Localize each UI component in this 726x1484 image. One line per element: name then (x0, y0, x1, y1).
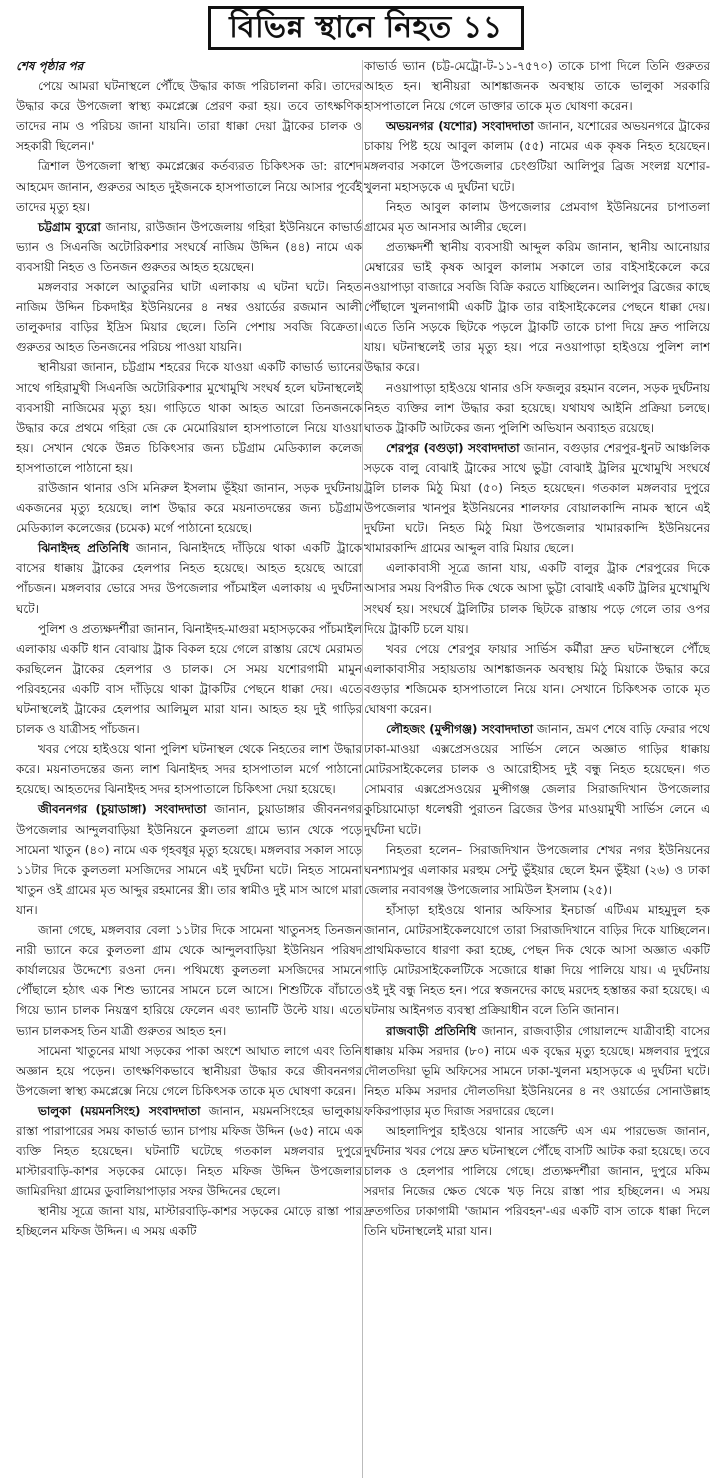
article-paragraph (364, 438, 710, 559)
article-paragraph (364, 197, 710, 237)
article-paragraph (16, 156, 362, 216)
paragraph-text: জানা গেছে, মঙ্গলবার বেলা ১১টার দিকে সামেনা খাতুনসহ তিনজন নারী ভ্যানে করে কুলতলা গ্রাম থেকে আন্দুলবাড়িয়া ইউনিয়ন পরিষদ কার্যালয়ের উদ্দেশ্যে রওনা দেন। পথিমধ্যে কুলতলা মসজিদের সামনে পৌঁছালে হঠাৎ এক শিশু ভ্যানের সামনে চলে আসে। শিশুটিকে বাঁচাতে গিয়ে ভ্যান চালক নিয়ন্ত্রণ হারিয়ে ফেলেন এবং ভ্যানটি উল্টে যায়। এতে ভ্যান চালকসহ তিন যাত্রী গুরুতর আহত হন। (16, 923, 362, 1038)
correspondent-lead: অভয়নগর (যশোর) সংবাদদাতা (386, 119, 534, 134)
paragraph-text: পুলিশ ও প্রত্যক্ষদর্শীরা জানান, ঝিনাইদহ-মাগুরা মহাসড়কের পাঁচমাইল এলাকায় একটি ধান বোঝায় ট্রাক বিকল হয়ে গেলে রাস্তায় রেখে মেরামত করছিলেন ট্রাকের হেলপার ও চালক। সে সময় যশোরগামী মামুন পরিবহনের একটি বাস দাঁড়িয়ে থাকা ট্রাকটির পেছনে ধাক্কা দেয়। এতে ঘটনাস্থলেই ট্রাকের হেলপার আলিমুল মারা যান। আহত হয় দুই গাড়ির চালক ও যাত্রীসহ পাঁচজন। (16, 621, 362, 737)
column-divider (362, 60, 363, 1478)
paragraph-text: খবর পেয়ে হাইওয়ে থানা পুলিশ ঘটনাস্থল থেকে নিহতের লাশ উদ্ধার করে। ময়নাতদন্তের জন্য লাশ ঝিনাইদহ সদর হাসপাতাল মর্গে পাঠানো হয়েছে। আহতদের ঝিনাইদহ সদর হাসপাতালে চিকিৎসা দেয়া হয়েছে। (16, 742, 362, 797)
paragraph-text: স্থানীয় সূত্রে জানা যায়, মাস্টারবাড়ি-কাশর সড়কের মোড়ে রাস্তা পার হচ্ছিলেন মফিজ উদ্দিন। এ সময় একটি (16, 1204, 362, 1239)
paragraph-text: ত্রিশাল উপজেলা স্বাস্থ্য কমপ্লেক্সের কর্তব্যরত চিকিৎসক ডা: রাশেদ আহমেদ জানান, গুরুতর আহত দুইজনকে হাসপাতালে নিয়ে আসার পূর্বেই তাদের মৃত্যু হয়। (16, 159, 362, 214)
paragraph-text: হাঁসাড়া হাইওয়ে থানার অফিসার ইনচার্জ এটিএম মাহমুদুল হক জানান, মোটরসাইকেলযোগে তারা সিরাজদিখানে বাড়ির দিকে যাচ্ছিলেন। প্রাথমিকভাবে ধারণা করা হচ্ছে, পেছন দিক থেকে আসা অজ্ঞাত একটি গাড়ি মোটরসাইকেলটিকে সজোরে ধাক্কা দিয়ে পালিয়ে যায়। এ দুর্ঘটনায় ওই দুই বন্ধু নিহত হন। পরে স্বজনদের কাছে মরদেহ হস্তান্তর করা হয়েছে। এ ঘটনায় আইনগত ব্যবস্থা প্রক্রিয়াধীন বলে তিনি জানান। (364, 902, 710, 1018)
article-paragraph (16, 538, 362, 618)
article-paragraph (364, 1121, 710, 1242)
paragraph-text: কাভার্ড ভ্যান (চট্ট-মেট্রো-ট-১১-৭৫৭০) তাকে চাপা দিলে তিনি গুরুতর আহত হন। স্থানীয়রা আশঙ্কাজনক অবস্থায় তাকে ভালুকা সরকারি হাসপাতালে নিয়ে গেলে ডাক্তার তাকে মৃত ঘোষণা করেন। (364, 59, 710, 114)
article-paragraph (364, 900, 710, 1021)
left-column (16, 56, 362, 1482)
article-paragraph (364, 237, 710, 378)
article-paragraph (364, 1021, 710, 1121)
paragraph-text: নিহতরা হলেন– সিরাজদিখান উপজেলার শেখর নগর ইউনিয়নের ঘনশ্যামপুর এলাকার মরহুম সেন্টু ভুঁইয়ার ছেলে ইমন ভুঁইয়া (২৬) ও ঢাকা জেলার নবাবগঞ্জ উপজেলার সামিউল ইসলাম (২৫)। (364, 842, 710, 897)
continued-from-label: শেষ পৃষ্ঠার পর (16, 59, 84, 73)
paragraph-text: স্থানীয়রা জানান, চট্টগ্রাম শহরের দিকে যাওয়া একটি কাভার্ড ভ্যানের সাথে গহিরামুখী সিএনজি অটোরিকশার মুখোমুখি সংঘর্ষ হলে ঘটনাস্থলেই ব্যবসায়ী নাজিমের মৃত্যু হয়। গাড়িতে থাকা আহত আরো তিনজনকে উদ্ধার করে প্রথমে গহিরা জে কে মেমোরিয়াল হাসপাতালে নিয়ে যাওয়া হয়। সেখান থেকে উন্নত চিকিৎসার জন্য চট্টগ্রাম মেডিক্যাল কলেজ হাসপাতালে পাঠানো হয়। (16, 360, 362, 475)
paragraph-text: জানান, ময়মনসিংহের ভালুকায় রাস্তা পারাপারের সময় কাভার্ড ভ্যান চাপায় মফিজ উদ্দিন (৬৫) নামে এক ব্যক্তি নিহত হয়েছেন। ঘটনাটি ঘটেছে গতকাল মঙ্গলবার দুপুরে মাস্টারবাড়ি-কাশর সড়কের মোড়ে। নিহত মফিজ উদ্দিন উপজেলার জামিরদিয়া গ্রামের ডুবালিয়াপাড়ার সফর উদ্দিনের ছেলে। (16, 1103, 362, 1199)
paragraph-text: রাউজান থানার ওসি মনিরুল ইসলাম ভূঁইয়া জানান, সড়ক দুর্ঘটনায় একজনের মৃত্যু হয়েছে। লাশ উদ্ধার করে ময়নাতদন্তের জন্য চট্টগ্রাম মেডিক্যাল কলেজের (চমেক) মর্গে পাঠানো হয়েছে। (16, 480, 362, 536)
paragraph-text: আহলাদিপুর হাইওয়ে থানার সার্জেন্ট এস এম পারভেজ জানান, দুর্ঘটনার খবর পেয়ে দ্রুত ঘটনাস্থলে পৌঁছে বাসটি আটক করা হয়েছে। তবে চালক ও হেলপার পালিয়ে গেছে। প্রত্যক্ষদর্শীরা জানান, দুপুরে মকিম সরদার নিজের ক্ষেত থেকে খড় নিয়ে রাস্তা পার হচ্ছিলেন। এ সময় দ্রুতগতির ঢাকাগামী 'জামান পরিবহন'-এর একটি বাস তাকে ধাক্কা দিলে তিনি ঘটনাস্থলেই মারা যান। (364, 1123, 710, 1239)
article-paragraph (16, 277, 362, 357)
article-paragraph (16, 357, 362, 478)
article-paragraph (16, 739, 362, 799)
article-paragraph (364, 558, 710, 638)
paragraph-text: সামেনা খাতুনের মাথা সড়কের পাকা অংশে আঘাত লাগে এবং তিনি অজ্ঞান হয়ে পড়েন। তাৎক্ষণিকভাবে স্থানীয়রা উদ্ধার করে জীবননগর উপজেলা স্বাস্থ্য কমপ্লেক্সে নিয়ে গেলে চিকিৎসক তাকে মৃত ঘোষণা করেন। (16, 1043, 362, 1098)
article-paragraph (16, 619, 362, 740)
paragraph-text: জানান, রাজবাড়ীর গোয়ালন্দে যাত্রীবাহী বাসের ধাক্কায় মকিম সরদার (৮০) নামে এক বৃদ্ধের মৃত্যু হয়েছে। মঙ্গলবার দুপুরে দৌলতদিয়া ভূমি অফিসের সামনে ঢাকা-খুলনা মহাসড়কে এ দুর্ঘটনা ঘটে। নিহত মকিম সরদার দৌলতদিয়া ইউনিয়নের ৪ নং ওয়ার্ডের সোনাউল্লাহ ফকিরপাড়ার মৃত দিরাজ সরদারের ছেলে। (364, 1023, 710, 1118)
paragraph-text: জানান, ভ্রমণ শেষে বাড়ি ফেরার পথে ঢাকা-মাওয়া এক্সপ্রেসওয়ের সার্ভিস লেনে অজ্ঞাত গাড়ির ধাক্কায় মোটরসাইকেলের চালক ও আরোহীসহ দুই বন্ধু নিহত হয়েছেন। গত সোমবার এক্সপ্রেসওয়ের মুন্সীগঞ্জ জেলার সিরাজদিখান উপজেলার কুচিয়ামোড়া ধলেশ্বরী পুরাতন ব্রিজের উপর মাওয়ামুখী সার্ভিস লেনে এ দুর্ঘটনা ঘটে। (364, 722, 710, 837)
right-column (364, 56, 710, 1482)
article-paragraph (16, 1201, 362, 1241)
article-paragraph (364, 116, 710, 196)
article-paragraph (16, 217, 362, 277)
article-paragraph (16, 920, 362, 1041)
paragraph-text: জানায়, রাউজান উপজেলায় গহিরা ইউনিয়নে কাভার্ড ভ্যান ও সিএনজি অটোরিকশার সংঘর্ষে নাজিম উদ্দিন (৪৪) নামে এক ব্যবসায়ী নিহত ও তিনজন গুরুতর আহত হয়েছেন। (16, 219, 362, 274)
article-paragraph (16, 1101, 362, 1201)
correspondent-lead: ভালুকা (ময়মনসিংহ) সংবাদদাতা (38, 1103, 201, 1118)
paragraph-text: জানান, ঝিনাইদহে দাঁড়িয়ে থাকা একটি ট্রাকে বাসের ধাক্কায় ট্রাকের হেলপার নিহত হয়েছে। আহত হয়েছে আরো পাঁচজন। মঙ্গলবার ভোরে সদর উপজেলার পাঁচমাইল এলাকায় এ দুর্ঘটনা ঘটে। (16, 541, 362, 616)
headline: বিভিন্ন স্থানে নিহত ১১ (229, 10, 503, 45)
article-paragraph (364, 719, 710, 840)
paragraph-text: প্রত্যক্ষদর্শী স্থানীয় ব্যবসায়ী আব্দুল করিম জানান, স্থানীয় আনোয়ার মেম্বারের ভাই কৃষক আবুল কালাম সকালে তার বাইসাইকেলে করে নওয়াপাড়া বাজারে সবজি বিক্রি করতে যাচ্ছিলেন। আলিপুর ব্রিজের কাছে পৌঁছালে খুলনাগামী একটি ট্রাক তার বাইসাইকেলের পেছনে ধাক্কা দেয়। এতে তিনি সড়কে ছিটকে পড়লে ট্রাকটি তাকে চাপা দিয়ে দ্রুত পালিয়ে যায়। ঘটনাস্থলেই তার মৃত্যু হয়। পরে নওয়াপাড়া হাইওয়ে পুলিশ লাশ উদ্ধার করে। (364, 239, 710, 375)
correspondent-lead: রাজবাড়ী প্রতিনিধি (386, 1023, 477, 1038)
article-paragraph (364, 840, 710, 900)
paragraph-text: এলাকাবাসী সূত্রে জানা যায়, একটি বালুর ট্রাক শেরপুরের দিকে আসার সময় বিপরীত দিক থেকে আসা ভুট্টা বোঝাই একটি ট্রলির মুখোমুখি সংঘর্ষ হয়। সংঘর্ষে ট্রলিটির চালক ছিটকে রাস্তায় পড়ে গেলে তার ওপর দিয়ে ট্রাকটি চলে যায়। (364, 561, 710, 636)
correspondent-lead: লৌহজং (মুন্সীগঞ্জ) সংবাদদাতা (386, 722, 534, 737)
correspondent-lead: শেরপুর (বগুড়া) সংবাদদাতা (386, 440, 520, 455)
paragraph-text: খবর পেয়ে শেরপুর ফায়ার সার্ভিস কর্মীরা দ্রুত ঘটনাস্থলে পৌঁছে এলাকাবাসীর সহায়তায় আশঙ্কাজনক অবস্থায় মিঠু মিয়াকে উদ্ধার করে বগুড়ার শজিমেক হাসপাতালে নিয়ে যান। সেখানে চিকিৎসক তাকে মৃত ঘোষণা করেন। (364, 641, 710, 716)
article-paragraph (364, 639, 710, 719)
paragraph-text: পেয়ে আমরা ঘটনাস্থলে পৌঁছে উদ্ধার কাজ পরিচালনা করি। তাদের উদ্ধার করে উপজেলা স্বাস্থ্য কমপ্লেক্সে প্রেরণ করা হয়। তবে তাৎক্ষণিক তাদের নাম ও পরিচয় জানা যায়নি। তারা ধাক্কা দেয়া ট্রাকের চালক ও সহকারী ছিলেন।' (16, 79, 362, 154)
correspondent-lead: ঝিনাইদহ প্রতিনিধি (38, 541, 129, 556)
headline-box (208, 6, 524, 50)
paragraph-text: জানান, বগুড়ার শেরপুর-ধুনট আঞ্চলিক সড়কে বালু বোঝাই ট্রাকের সাথে ভুট্টা বোঝাই ট্রলির মুখোমুখি সংঘর্ষে ট্রলি চালক মিঠু মিয়া (৫০) নিহত হয়েছেন। গতকাল মঙ্গলবার দুপুরে উপজেলার খানপুর ইউনিয়নের শালফার বোয়ালকান্দি নামক স্থানে এই দুর্ঘটনা ঘটে। নিহত মিঠু মিয়া উপজেলার খামারকান্দি ইউনিয়নের খামারকান্দি গ্রামের আব্দুল বারি মিয়ার ছেলে। (364, 440, 710, 556)
article-paragraph (16, 1041, 362, 1101)
paragraph-text: নওয়াপাড়া হাইওয়ে থানার ওসি ফজলুর রহমান বলেন, সড়ক দুর্ঘটনায় নিহত ব্যক্তির লাশ উদ্ধার করা হয়েছে। যথাযথ আইনি প্রক্রিয়া চলছে। ঘাতক ট্রাকটি আটকের জন্য পুলিশি অভিযান অব্যাহত রয়েছে। (364, 380, 710, 435)
paragraph-text: মঙ্গলবার সকালে আতুরনির ঘাটা এলাকায় এ ঘটনা ঘটে। নিহত নাজিম উদ্দিন চিকদাইর ইউনিয়নের ৪ নম্বর ওয়ার্ডের রজমান আলী তালুকদার বাড়ির ইদ্রিস মিয়ার ছেলে। তিনি পেশায় সবজি বিক্রেতা। গুরুতর আহত তিনজনের পরিচয় পাওয়া যায়নি। (16, 280, 362, 355)
article-paragraph (16, 76, 362, 156)
article-paragraph (364, 56, 710, 116)
paragraph-text: জানান, চুয়াডাঙ্গার জীবননগর উপজেলার আন্দুলবাড়িয়া ইউনিয়নে কুলতলা গ্রামে ভ্যান থেকে পড়ে সামেনা খাতুন (৪০) নামে এক গৃহবধূর মৃত্যু হয়েছে। মঙ্গলবার সকাল সাড়ে ১১টার দিকে কুলতলা মসজিদের সামনে এই দুর্ঘটনা ঘটে। নিহত সামেনা খাতুন ওই গ্রামের মৃত আব্দুর রহমানের স্ত্রী। তার স্বামীও দুই মাস আগে মারা যান। (16, 802, 362, 917)
paragraph-text: জানান, যশোরের অভয়নগরে ট্রাকের চাকায় পিষ্ট হয়ে আবুল কালাম (৫৫) নামের এক কৃষক নিহত হয়েছেন। মঙ্গলবার সকালে উপজেলার চেংগুটিয়া আলিপুর ব্রিজ সংলগ্ন যশোর-খুলনা মহাসড়কে এ দুর্ঘটনা ঘটে। (364, 119, 710, 194)
paragraph-text: নিহত আবুল কালাম উপজেলার প্রেমবাগ ইউনিয়নের চাপাতলা গ্রামের মৃত আনসার আলীর ছেলে। (364, 199, 710, 234)
article-paragraph (16, 478, 362, 538)
correspondent-lead: জীবননগর (চুয়াডাঙ্গা) সংবাদদাতা (38, 802, 207, 817)
article-paragraph (16, 799, 362, 920)
article-paragraph (364, 378, 710, 438)
correspondent-lead: চট্টগ্রাম ব্যুরো (38, 219, 101, 234)
